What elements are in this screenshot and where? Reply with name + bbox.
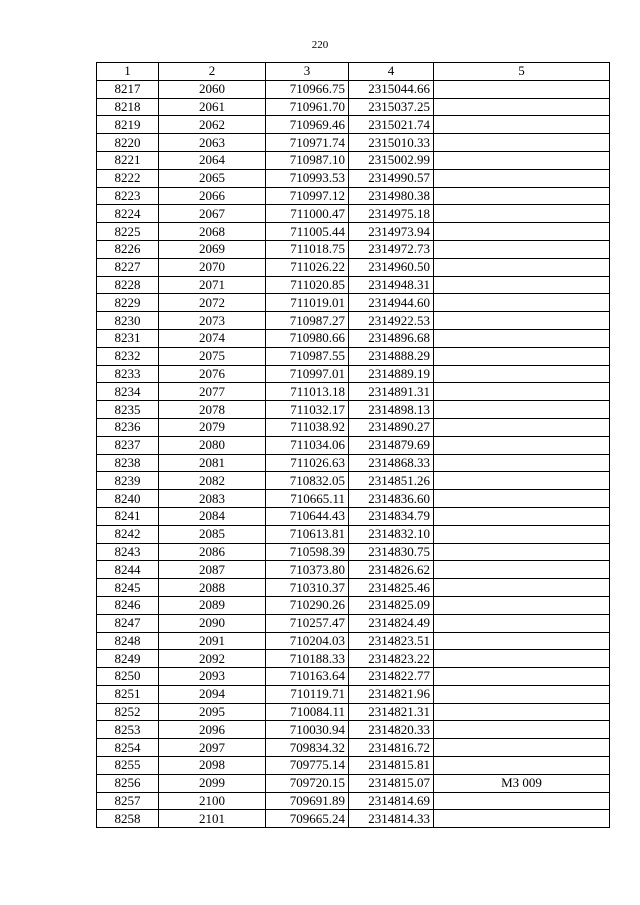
table-row bbox=[97, 116, 610, 134]
table-row bbox=[97, 329, 610, 347]
point-number-cell: 2086 bbox=[159, 543, 266, 561]
table-row bbox=[97, 383, 610, 401]
table-row bbox=[97, 276, 610, 294]
note-cell bbox=[434, 223, 610, 241]
table-row bbox=[97, 240, 610, 258]
point-number-cell: 2070 bbox=[159, 258, 266, 276]
point-number-cell: 2089 bbox=[159, 596, 266, 614]
x-coordinate-cell: 710966.75 bbox=[266, 80, 349, 98]
table-row bbox=[97, 223, 610, 241]
x-coordinate-cell: 710987.55 bbox=[266, 347, 349, 365]
row-number-cell: 8251 bbox=[97, 685, 159, 703]
point-number-cell: 2094 bbox=[159, 685, 266, 703]
row-number-cell: 8245 bbox=[97, 579, 159, 597]
row-number-cell: 8229 bbox=[97, 294, 159, 312]
x-coordinate-cell: 710163.64 bbox=[266, 668, 349, 686]
table-row bbox=[97, 436, 610, 454]
y-coordinate-cell: 2315010.33 bbox=[349, 134, 434, 152]
y-coordinate-cell: 2314823.51 bbox=[349, 632, 434, 650]
x-coordinate-cell: 710290.26 bbox=[266, 596, 349, 614]
x-coordinate-cell: 710971.74 bbox=[266, 134, 349, 152]
column-header-4: 4 bbox=[349, 63, 434, 81]
point-number-cell: 2060 bbox=[159, 80, 266, 98]
row-number-cell: 8248 bbox=[97, 632, 159, 650]
x-coordinate-cell: 711032.17 bbox=[266, 401, 349, 419]
table-row bbox=[97, 757, 610, 775]
row-number-cell: 8252 bbox=[97, 703, 159, 721]
y-coordinate-cell: 2314973.94 bbox=[349, 223, 434, 241]
table-row bbox=[97, 205, 610, 223]
x-coordinate-cell: 710598.39 bbox=[266, 543, 349, 561]
x-coordinate-cell: 710997.12 bbox=[266, 187, 349, 205]
x-coordinate-cell: 711005.44 bbox=[266, 223, 349, 241]
note-cell bbox=[434, 383, 610, 401]
point-number-cell: 2077 bbox=[159, 383, 266, 401]
y-coordinate-cell: 2314832.10 bbox=[349, 525, 434, 543]
point-number-cell: 2073 bbox=[159, 312, 266, 330]
point-number-cell: 2082 bbox=[159, 472, 266, 490]
row-number-cell: 8258 bbox=[97, 810, 159, 828]
x-coordinate-cell: 711034.06 bbox=[266, 436, 349, 454]
table-row bbox=[97, 187, 610, 205]
row-number-cell: 8219 bbox=[97, 116, 159, 134]
note-cell bbox=[434, 276, 610, 294]
y-coordinate-cell: 2314868.33 bbox=[349, 454, 434, 472]
table-row bbox=[97, 774, 610, 792]
table-row bbox=[97, 685, 610, 703]
table-row bbox=[97, 792, 610, 810]
y-coordinate-cell: 2314830.75 bbox=[349, 543, 434, 561]
row-number-cell: 8232 bbox=[97, 347, 159, 365]
y-coordinate-cell: 2314815.81 bbox=[349, 757, 434, 775]
row-number-cell: 8250 bbox=[97, 668, 159, 686]
row-number-cell: 8217 bbox=[97, 80, 159, 98]
note-cell bbox=[434, 205, 610, 223]
x-coordinate-cell: 710980.66 bbox=[266, 329, 349, 347]
note-cell bbox=[434, 347, 610, 365]
y-coordinate-cell: 2314891.31 bbox=[349, 383, 434, 401]
column-header-5: 5 bbox=[434, 63, 610, 81]
table-row bbox=[97, 525, 610, 543]
column-header-1: 1 bbox=[97, 63, 159, 81]
x-coordinate-cell: 710997.01 bbox=[266, 365, 349, 383]
table-row bbox=[97, 454, 610, 472]
point-number-cell: 2092 bbox=[159, 650, 266, 668]
row-number-cell: 8239 bbox=[97, 472, 159, 490]
y-coordinate-cell: 2314822.77 bbox=[349, 668, 434, 686]
note-cell bbox=[434, 579, 610, 597]
x-coordinate-cell: 710613.81 bbox=[266, 525, 349, 543]
x-coordinate-cell: 711038.92 bbox=[266, 418, 349, 436]
y-coordinate-cell: 2314824.49 bbox=[349, 614, 434, 632]
x-coordinate-cell: 710084.11 bbox=[266, 703, 349, 721]
note-cell bbox=[434, 169, 610, 187]
row-number-cell: 8240 bbox=[97, 490, 159, 508]
y-coordinate-cell: 2314834.79 bbox=[349, 507, 434, 525]
point-number-cell: 2096 bbox=[159, 721, 266, 739]
row-number-cell: 8236 bbox=[97, 418, 159, 436]
note-cell bbox=[434, 632, 610, 650]
x-coordinate-cell: 711019.01 bbox=[266, 294, 349, 312]
row-number-cell: 8218 bbox=[97, 98, 159, 116]
note-cell bbox=[434, 312, 610, 330]
point-number-cell: 2088 bbox=[159, 579, 266, 597]
note-cell bbox=[434, 650, 610, 668]
point-number-cell: 2078 bbox=[159, 401, 266, 419]
table-header bbox=[97, 63, 610, 81]
point-number-cell: 2061 bbox=[159, 98, 266, 116]
row-number-cell: 8247 bbox=[97, 614, 159, 632]
row-number-cell: 8244 bbox=[97, 561, 159, 579]
row-number-cell: 8224 bbox=[97, 205, 159, 223]
y-coordinate-cell: 2314825.09 bbox=[349, 596, 434, 614]
y-coordinate-cell: 2314823.22 bbox=[349, 650, 434, 668]
note-cell: МЗ 009 bbox=[434, 774, 610, 792]
y-coordinate-cell: 2314814.69 bbox=[349, 792, 434, 810]
note-cell bbox=[434, 685, 610, 703]
y-coordinate-cell: 2314879.69 bbox=[349, 436, 434, 454]
row-number-cell: 8256 bbox=[97, 774, 159, 792]
note-cell bbox=[434, 134, 610, 152]
row-number-cell: 8241 bbox=[97, 507, 159, 525]
y-coordinate-cell: 2315037.25 bbox=[349, 98, 434, 116]
note-cell bbox=[434, 80, 610, 98]
x-coordinate-cell: 710188.33 bbox=[266, 650, 349, 668]
x-coordinate-cell: 711018.75 bbox=[266, 240, 349, 258]
point-number-cell: 2067 bbox=[159, 205, 266, 223]
row-number-cell: 8231 bbox=[97, 329, 159, 347]
table-row bbox=[97, 596, 610, 614]
table-row bbox=[97, 632, 610, 650]
note-cell bbox=[434, 561, 610, 579]
point-number-cell: 2066 bbox=[159, 187, 266, 205]
x-coordinate-cell: 709691.89 bbox=[266, 792, 349, 810]
row-number-cell: 8225 bbox=[97, 223, 159, 241]
header-row bbox=[97, 63, 610, 81]
x-coordinate-cell: 710644.43 bbox=[266, 507, 349, 525]
row-number-cell: 8242 bbox=[97, 525, 159, 543]
point-number-cell: 2069 bbox=[159, 240, 266, 258]
row-number-cell: 8223 bbox=[97, 187, 159, 205]
row-number-cell: 8255 bbox=[97, 757, 159, 775]
note-cell bbox=[434, 507, 610, 525]
y-coordinate-cell: 2315044.66 bbox=[349, 80, 434, 98]
note-cell bbox=[434, 721, 610, 739]
x-coordinate-cell: 710987.27 bbox=[266, 312, 349, 330]
row-number-cell: 8235 bbox=[97, 401, 159, 419]
x-coordinate-cell: 709720.15 bbox=[266, 774, 349, 792]
x-coordinate-cell: 710665.11 bbox=[266, 490, 349, 508]
y-coordinate-cell: 2314980.38 bbox=[349, 187, 434, 205]
row-number-cell: 8237 bbox=[97, 436, 159, 454]
note-cell bbox=[434, 668, 610, 686]
x-coordinate-cell: 709775.14 bbox=[266, 757, 349, 775]
x-coordinate-cell: 711013.18 bbox=[266, 383, 349, 401]
point-number-cell: 2062 bbox=[159, 116, 266, 134]
x-coordinate-cell: 710993.53 bbox=[266, 169, 349, 187]
x-coordinate-cell: 711026.22 bbox=[266, 258, 349, 276]
note-cell bbox=[434, 472, 610, 490]
x-coordinate-cell: 710987.10 bbox=[266, 151, 349, 169]
y-coordinate-cell: 2314990.57 bbox=[349, 169, 434, 187]
x-coordinate-cell: 710204.03 bbox=[266, 632, 349, 650]
point-number-cell: 2075 bbox=[159, 347, 266, 365]
table-row bbox=[97, 472, 610, 490]
note-cell bbox=[434, 810, 610, 828]
note-cell bbox=[434, 401, 610, 419]
table-row bbox=[97, 312, 610, 330]
x-coordinate-cell: 710257.47 bbox=[266, 614, 349, 632]
y-coordinate-cell: 2314898.13 bbox=[349, 401, 434, 419]
table-row bbox=[97, 294, 610, 312]
y-coordinate-cell: 2314820.33 bbox=[349, 721, 434, 739]
note-cell bbox=[434, 490, 610, 508]
note-cell bbox=[434, 596, 610, 614]
point-number-cell: 2099 bbox=[159, 774, 266, 792]
note-cell bbox=[434, 294, 610, 312]
y-coordinate-cell: 2314890.27 bbox=[349, 418, 434, 436]
column-header-2: 2 bbox=[159, 63, 266, 81]
note-cell bbox=[434, 98, 610, 116]
y-coordinate-cell: 2314826.62 bbox=[349, 561, 434, 579]
point-number-cell: 2080 bbox=[159, 436, 266, 454]
note-cell bbox=[434, 543, 610, 561]
table-row bbox=[97, 418, 610, 436]
note-cell bbox=[434, 240, 610, 258]
y-coordinate-cell: 2315002.99 bbox=[349, 151, 434, 169]
note-cell bbox=[434, 436, 610, 454]
row-number-cell: 8220 bbox=[97, 134, 159, 152]
row-number-cell: 8226 bbox=[97, 240, 159, 258]
coordinates-table bbox=[96, 62, 610, 828]
y-coordinate-cell: 2315021.74 bbox=[349, 116, 434, 134]
x-coordinate-cell: 710832.05 bbox=[266, 472, 349, 490]
point-number-cell: 2095 bbox=[159, 703, 266, 721]
y-coordinate-cell: 2314972.73 bbox=[349, 240, 434, 258]
table-row bbox=[97, 151, 610, 169]
table-row bbox=[97, 739, 610, 757]
note-cell bbox=[434, 525, 610, 543]
row-number-cell: 8221 bbox=[97, 151, 159, 169]
table-row bbox=[97, 561, 610, 579]
x-coordinate-cell: 710969.46 bbox=[266, 116, 349, 134]
row-number-cell: 8233 bbox=[97, 365, 159, 383]
point-number-cell: 2076 bbox=[159, 365, 266, 383]
y-coordinate-cell: 2314814.33 bbox=[349, 810, 434, 828]
x-coordinate-cell: 711020.85 bbox=[266, 276, 349, 294]
table-row bbox=[97, 650, 610, 668]
point-number-cell: 2079 bbox=[159, 418, 266, 436]
note-cell bbox=[434, 703, 610, 721]
y-coordinate-cell: 2314825.46 bbox=[349, 579, 434, 597]
table-row bbox=[97, 258, 610, 276]
table-row bbox=[97, 134, 610, 152]
point-number-cell: 2087 bbox=[159, 561, 266, 579]
row-number-cell: 8238 bbox=[97, 454, 159, 472]
point-number-cell: 2093 bbox=[159, 668, 266, 686]
x-coordinate-cell: 711026.63 bbox=[266, 454, 349, 472]
point-number-cell: 2071 bbox=[159, 276, 266, 294]
y-coordinate-cell: 2314815.07 bbox=[349, 774, 434, 792]
table-row bbox=[97, 507, 610, 525]
note-cell bbox=[434, 454, 610, 472]
row-number-cell: 8230 bbox=[97, 312, 159, 330]
table-row bbox=[97, 810, 610, 828]
table-row bbox=[97, 703, 610, 721]
note-cell bbox=[434, 187, 610, 205]
x-coordinate-cell: 709834.32 bbox=[266, 739, 349, 757]
y-coordinate-cell: 2314888.29 bbox=[349, 347, 434, 365]
table-row bbox=[97, 347, 610, 365]
row-number-cell: 8234 bbox=[97, 383, 159, 401]
y-coordinate-cell: 2314816.72 bbox=[349, 739, 434, 757]
note-cell bbox=[434, 151, 610, 169]
y-coordinate-cell: 2314896.68 bbox=[349, 329, 434, 347]
table-row bbox=[97, 365, 610, 383]
table-row bbox=[97, 490, 610, 508]
y-coordinate-cell: 2314944.60 bbox=[349, 294, 434, 312]
point-number-cell: 2090 bbox=[159, 614, 266, 632]
point-number-cell: 2101 bbox=[159, 810, 266, 828]
table-row bbox=[97, 614, 610, 632]
note-cell bbox=[434, 739, 610, 757]
x-coordinate-cell: 710119.71 bbox=[266, 685, 349, 703]
point-number-cell: 2081 bbox=[159, 454, 266, 472]
note-cell bbox=[434, 365, 610, 383]
x-coordinate-cell: 710030.94 bbox=[266, 721, 349, 739]
point-number-cell: 2091 bbox=[159, 632, 266, 650]
table-row bbox=[97, 579, 610, 597]
note-cell bbox=[434, 614, 610, 632]
y-coordinate-cell: 2314922.53 bbox=[349, 312, 434, 330]
row-number-cell: 8257 bbox=[97, 792, 159, 810]
row-number-cell: 8243 bbox=[97, 543, 159, 561]
note-cell bbox=[434, 329, 610, 347]
point-number-cell: 2074 bbox=[159, 329, 266, 347]
table-row bbox=[97, 401, 610, 419]
point-number-cell: 2085 bbox=[159, 525, 266, 543]
table-row bbox=[97, 543, 610, 561]
table-row bbox=[97, 98, 610, 116]
column-header-3: 3 bbox=[266, 63, 349, 81]
table-row bbox=[97, 169, 610, 187]
y-coordinate-cell: 2314889.19 bbox=[349, 365, 434, 383]
row-number-cell: 8246 bbox=[97, 596, 159, 614]
table-row bbox=[97, 721, 610, 739]
y-coordinate-cell: 2314821.96 bbox=[349, 685, 434, 703]
row-number-cell: 8227 bbox=[97, 258, 159, 276]
x-coordinate-cell: 710373.80 bbox=[266, 561, 349, 579]
note-cell bbox=[434, 116, 610, 134]
y-coordinate-cell: 2314821.31 bbox=[349, 703, 434, 721]
point-number-cell: 2072 bbox=[159, 294, 266, 312]
table-body bbox=[97, 80, 610, 827]
note-cell bbox=[434, 757, 610, 775]
y-coordinate-cell: 2314975.18 bbox=[349, 205, 434, 223]
page-number: 220 bbox=[311, 39, 329, 51]
y-coordinate-cell: 2314851.26 bbox=[349, 472, 434, 490]
y-coordinate-cell: 2314836.60 bbox=[349, 490, 434, 508]
x-coordinate-cell: 711000.47 bbox=[266, 205, 349, 223]
point-number-cell: 2083 bbox=[159, 490, 266, 508]
point-number-cell: 2063 bbox=[159, 134, 266, 152]
table-row bbox=[97, 668, 610, 686]
table-row bbox=[97, 80, 610, 98]
row-number-cell: 8253 bbox=[97, 721, 159, 739]
row-number-cell: 8249 bbox=[97, 650, 159, 668]
point-number-cell: 2097 bbox=[159, 739, 266, 757]
row-number-cell: 8228 bbox=[97, 276, 159, 294]
point-number-cell: 2084 bbox=[159, 507, 266, 525]
point-number-cell: 2098 bbox=[159, 757, 266, 775]
point-number-cell: 2100 bbox=[159, 792, 266, 810]
y-coordinate-cell: 2314960.50 bbox=[349, 258, 434, 276]
x-coordinate-cell: 710961.70 bbox=[266, 98, 349, 116]
point-number-cell: 2065 bbox=[159, 169, 266, 187]
point-number-cell: 2064 bbox=[159, 151, 266, 169]
note-cell bbox=[434, 418, 610, 436]
row-number-cell: 8222 bbox=[97, 169, 159, 187]
note-cell bbox=[434, 792, 610, 810]
x-coordinate-cell: 709665.24 bbox=[266, 810, 349, 828]
y-coordinate-cell: 2314948.31 bbox=[349, 276, 434, 294]
x-coordinate-cell: 710310.37 bbox=[266, 579, 349, 597]
row-number-cell: 8254 bbox=[97, 739, 159, 757]
note-cell bbox=[434, 258, 610, 276]
point-number-cell: 2068 bbox=[159, 223, 266, 241]
